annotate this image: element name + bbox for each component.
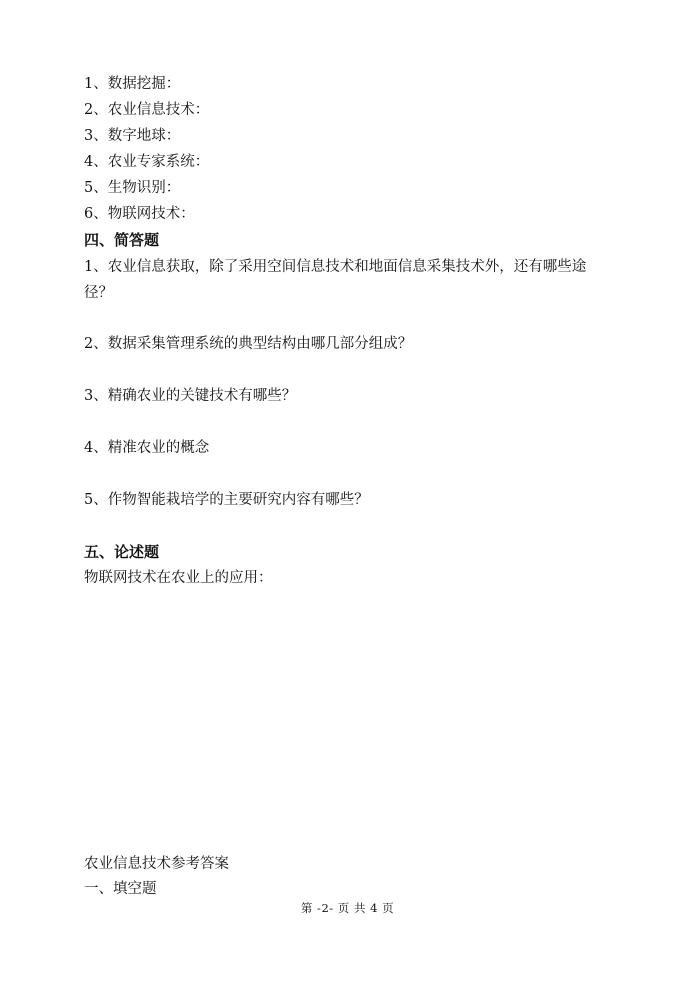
question-1-line-1: 1、农业信息获取，除了采用空间信息技术和地面信息采集技术外，还有哪些途 <box>84 259 587 275</box>
answers-title: 农业信息技术参考答案 <box>84 856 229 872</box>
question-2: 2、数据采集管理系统的典型结构由哪几部分组成？ <box>84 336 413 352</box>
section-heading-essay: 五、论述题 <box>84 543 160 561</box>
question-1-line-2: 径？ <box>84 285 113 301</box>
term-iot: 6、物联网技术： <box>84 206 195 222</box>
term-bio-recognition: 5、生物识别： <box>84 180 181 196</box>
term-data-mining: 1、数据挖掘： <box>84 76 181 92</box>
answers-section-1: 一、填空题 <box>84 881 157 897</box>
section-heading-short-answer: 四、简答题 <box>84 231 160 249</box>
page-footer: 第 -2- 页 共 4 页 <box>300 901 395 915</box>
question-5: 5、作物智能栽培学的主要研究内容有哪些？ <box>84 492 369 508</box>
term-agri-info-tech: 2、农业信息技术： <box>84 102 210 118</box>
term-digital-earth: 3、数字地球： <box>84 128 181 144</box>
essay-question: 物联网技术在农业上的应用： <box>84 570 273 586</box>
question-4: 4、精准农业的概念 <box>84 440 210 456</box>
question-3: 3、精确农业的关键技术有哪些？ <box>84 388 297 404</box>
term-expert-system: 4、农业专家系统： <box>84 154 210 170</box>
